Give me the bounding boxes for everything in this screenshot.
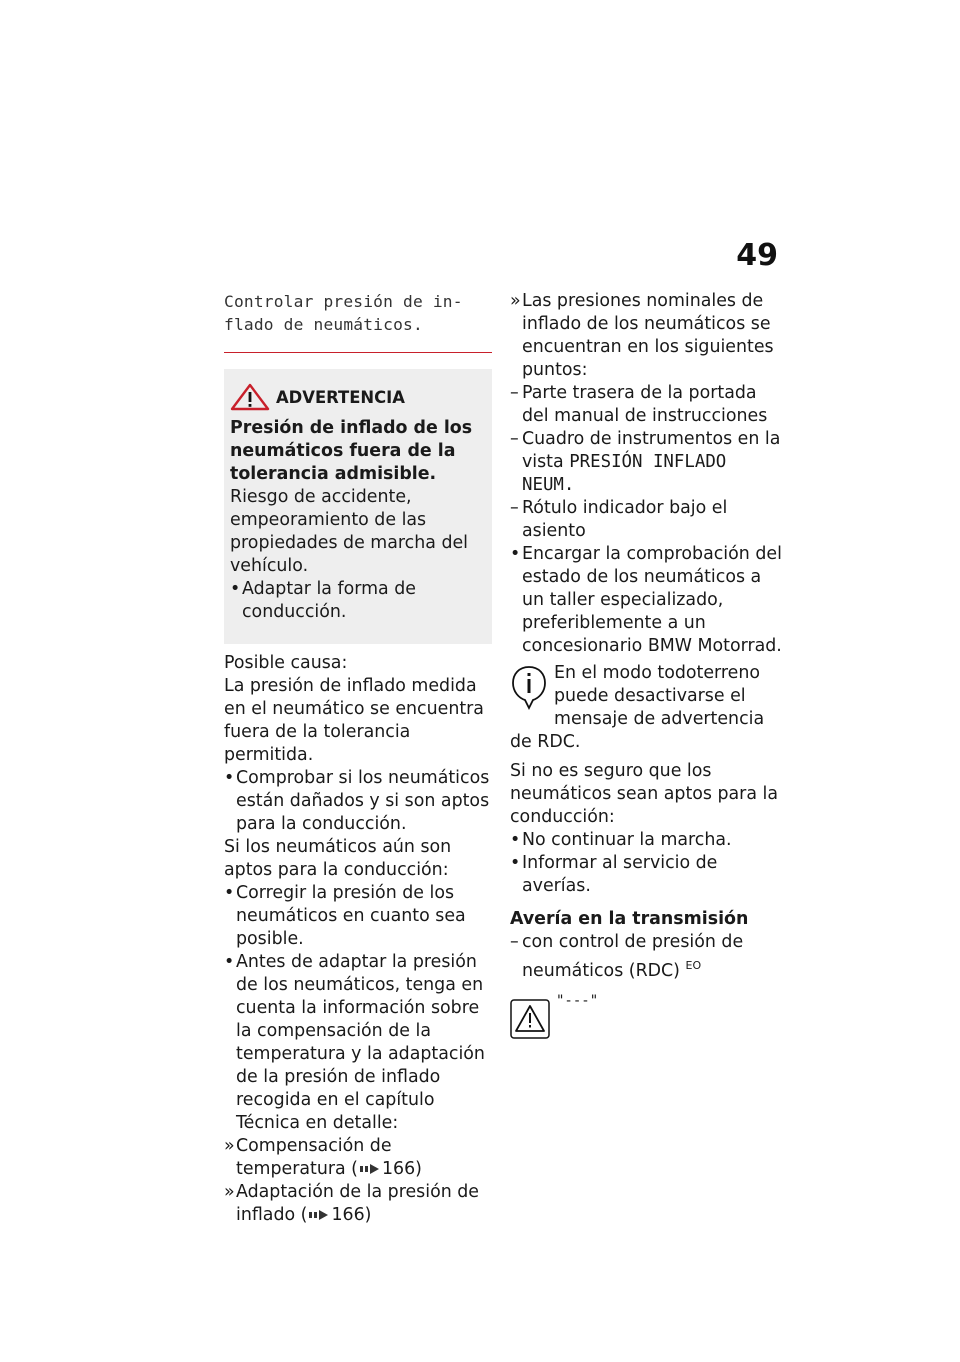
warning-triangle-icon: [230, 383, 270, 411]
warning-box: [224, 369, 492, 644]
page-arrow-icon: [309, 1209, 329, 1221]
bullet-marker: •: [224, 952, 235, 972]
bullet-marker: •: [224, 883, 235, 903]
bullet-marker: •: [510, 853, 521, 873]
info-text: En el modo todoterreno puede desactivarse el mensaje de advertencia de RDC.: [510, 663, 765, 752]
warning-bullet: • Adaptar la forma de conducción.: [230, 579, 416, 622]
double-chevron-icon: »: [224, 1136, 235, 1156]
double-chevron-icon: »: [224, 1182, 235, 1202]
paragraph: Si no es seguro que los neumáticos sean aptos para la conducción:: [510, 761, 779, 827]
warning-body: Riesgo de accidente, empeoramiento de las propiedades de marcha del vehículo.: [230, 487, 469, 576]
cross-reference[interactable]: » Adaptación de la presión de inflado ( 166): [224, 1182, 479, 1225]
info-note: [510, 662, 782, 754]
list-item: – Parte trasera de la portada del manual de instrucciones: [510, 383, 768, 426]
paragraph: Si los neumáticos aún son aptos para la conducción:: [224, 837, 452, 880]
list-item: » Las presiones nominales de inflado de los neumáticos se encuentran en los siguientes puntos:: [510, 291, 774, 380]
cause-text: La presión de inflado medida en el neumático se encuentra fuera de la tolerancia permitida.: [224, 676, 484, 765]
double-chevron-icon: »: [510, 291, 521, 311]
dash-marker: –: [510, 932, 519, 952]
cause-label: Posible causa:: [224, 653, 348, 673]
list-item: – Rótulo indicador bajo el asiento: [510, 498, 728, 541]
warning-light-icon: [510, 999, 550, 1039]
subsection-heading: Avería en la transmisión: [510, 909, 749, 929]
list-item: • Comprobar si los neumáticos están dañados y si son aptos para la conducción.: [224, 768, 490, 834]
list-item: • No continuar la marcha.: [510, 830, 732, 850]
bullet-marker: •: [510, 544, 521, 564]
bullet-marker: •: [510, 830, 521, 850]
display-value: "---": [556, 992, 599, 1009]
list-item: • Encargar la comprobación del estado de los neumáticos a un taller especializado, preferiblemente a un concesionario BMW Motorrad.: [510, 544, 782, 656]
list-item: • Informar al servicio de averías.: [510, 853, 718, 896]
warning-title: Presión de inflado de los neumáticos fuera de la tolerancia admisible.: [230, 418, 473, 484]
bullet-marker: •: [230, 579, 241, 599]
list-item: • Antes de adaptar la presión de los neumáticos, tenga en cuenta la información sobre la compensación de la temperatura y la adaptación de la presión de inflado recogida en el capítulo Técnica en detalle:: [224, 952, 485, 1133]
warning-header: [230, 383, 486, 411]
warning-label: ADVERTENCIA: [276, 387, 405, 407]
display-indicator: [510, 991, 782, 1039]
page-number: 49: [736, 238, 778, 273]
bullet-marker: •: [224, 768, 235, 788]
display-text: PRESIÓN INFLADO NEUM.: [522, 452, 727, 495]
equipment-tag: EO: [685, 959, 702, 972]
left-column: [224, 290, 492, 1227]
list-item: • Corregir la presión de los neumáticos en cuanto sea posible.: [224, 883, 466, 949]
dash-marker: –: [510, 498, 519, 518]
list-item: – Cuadro de instrumentos en la vista PRESIÓN INFLADO NEUM.: [510, 429, 781, 495]
section-title: Controlar presión de in-flado de neumáticos.: [224, 290, 492, 353]
cross-reference[interactable]: » Compensación de temperatura ( 166): [224, 1136, 422, 1179]
right-column: [510, 290, 782, 1039]
info-icon: [510, 664, 548, 710]
dash-marker: –: [510, 429, 519, 449]
page-arrow-icon: [360, 1163, 380, 1175]
list-item: – con control de presión de neumáticos (RDC) $^{EO}$: [510, 932, 744, 981]
dash-marker: –: [510, 383, 519, 403]
